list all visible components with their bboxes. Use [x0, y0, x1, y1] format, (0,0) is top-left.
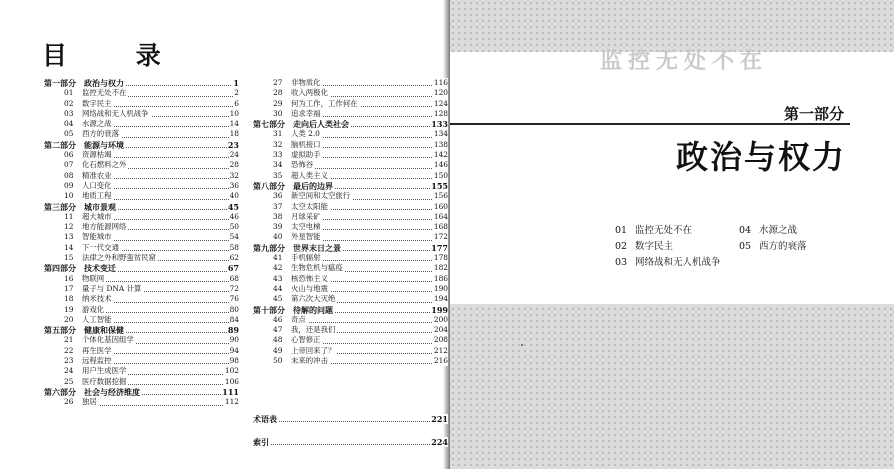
chapter-number: 23	[64, 356, 74, 366]
chapter-number: 38	[273, 211, 283, 221]
page-number: 18	[229, 129, 239, 139]
chapter-name: 地方能源网络	[82, 222, 127, 232]
toc-chapter-row[interactable]	[44, 315, 239, 325]
page-number: 1	[233, 78, 239, 88]
page-number: 80	[229, 304, 239, 314]
chapter-number: 44	[273, 283, 283, 293]
part-name: 走向后人类社会	[293, 119, 349, 130]
page-number: 156	[433, 191, 448, 201]
chapter-number: 17	[64, 283, 74, 293]
chapter-name: 月球采矿	[291, 211, 321, 221]
part-number: 第六部分	[44, 386, 76, 397]
page-number: 6	[234, 98, 239, 108]
chapter-name: 量子与 DNA 计算	[82, 283, 142, 293]
part-name: 世界末日之景	[293, 242, 341, 253]
glossary-page: 221	[431, 414, 448, 424]
toc-chapter-row[interactable]	[44, 294, 239, 304]
part-number: 第七部分	[253, 119, 285, 130]
chapter-number: 08	[64, 170, 74, 180]
page-number: 164	[433, 211, 448, 221]
chapter-number: 46	[273, 314, 283, 324]
toc-chapter-row[interactable]	[253, 274, 448, 284]
chapter-name: 精准农业	[82, 170, 112, 180]
chapter-name: 物联网	[82, 273, 105, 283]
chapter-number: 37	[273, 201, 283, 211]
chapter-name: 第六次大灭绝	[291, 294, 336, 304]
toc-column-2	[253, 78, 448, 366]
toc-chapter-row[interactable]	[44, 88, 239, 98]
toc-column-1	[44, 78, 239, 408]
chapter-name: 纳米技术	[82, 294, 112, 304]
page-number: 133	[431, 119, 448, 130]
toc-chapter-row[interactable]	[44, 232, 239, 242]
chapter-number: 07	[64, 160, 74, 170]
chapter-name: 何为工作，工作何在	[291, 98, 358, 108]
title-rule	[450, 123, 850, 125]
chapter-name: 水源之战	[82, 119, 112, 129]
page-number: 2	[234, 88, 239, 98]
toc-chapter-row[interactable]	[44, 181, 239, 191]
chapter-name: 资源枯竭	[82, 150, 112, 160]
chapter-name: 心智修正	[291, 335, 321, 345]
chapter-number: 03	[64, 108, 74, 118]
part-number: 第十部分	[253, 304, 285, 315]
chapter-number: 39	[273, 222, 283, 232]
page-number: 28	[229, 160, 239, 170]
toc-part-row[interactable]	[44, 387, 239, 397]
chapter-name: 用户生成医学	[82, 366, 127, 376]
toc-chapter-row[interactable]	[253, 212, 448, 222]
page-number: 32	[229, 170, 239, 180]
chapter-number: 15	[64, 253, 74, 263]
chapter-number: 05	[64, 129, 74, 139]
chapter-number: 02	[64, 98, 74, 108]
toc-chapter-row[interactable]	[253, 171, 448, 181]
page-number: 120	[433, 88, 448, 98]
chapter-name: 未来的冲击	[291, 356, 328, 366]
chapter-number: 16	[64, 273, 74, 283]
toc-chapter-row[interactable]	[44, 160, 239, 170]
toc-chapter-row[interactable]	[44, 335, 239, 345]
chapter-name: 超大城市	[82, 211, 112, 221]
chapter-number: 27	[273, 78, 283, 87]
chapter-entry[interactable]: 04 水源之战	[739, 225, 798, 236]
chapter-name: 个体化基因组学	[82, 335, 134, 345]
part-number: 第四部分	[44, 263, 76, 274]
toc-chapter-row[interactable]	[44, 243, 239, 253]
chapter-number: 22	[64, 345, 74, 355]
chapter-number: 48	[273, 335, 283, 345]
page-number: 199	[431, 304, 448, 315]
chapter-number: 42	[273, 263, 283, 273]
chapter-number: 10	[64, 191, 74, 201]
chapter-number: 41	[273, 253, 283, 263]
chapter-number: 01	[64, 88, 74, 98]
page-number: 62	[229, 253, 239, 263]
toc-chapter-row[interactable]	[253, 232, 448, 242]
toc-chapter-row[interactable]	[44, 119, 239, 129]
index-label: 索引	[253, 437, 269, 447]
chapter-name: 脑机接口	[291, 139, 321, 149]
part-name: 技术变迁	[84, 263, 116, 274]
toc-chapter-row[interactable]	[253, 284, 448, 294]
page-number: 116	[433, 78, 448, 87]
toc-part-row[interactable]	[253, 243, 448, 253]
toc-chapter-row[interactable]	[44, 150, 239, 160]
chapter-number: 24	[64, 366, 74, 376]
chapter-name: 下一代交通	[82, 242, 119, 252]
chapter-number: 34	[273, 160, 283, 170]
chapter-name: 人口变化	[82, 180, 112, 190]
chapter-number: 09	[64, 180, 74, 190]
page-number: 76	[229, 294, 239, 304]
toc-chapter-row[interactable]	[44, 171, 239, 181]
toc-chapter-row[interactable]	[44, 212, 239, 222]
chapter-name: 追求幸福	[291, 108, 321, 118]
toc-chapter-row[interactable]	[253, 315, 448, 325]
chapter-number: 40	[273, 232, 283, 242]
toc-chapter-row[interactable]	[253, 294, 448, 304]
chapter-number: 04	[64, 119, 74, 129]
chapter-name: 地质工程	[82, 191, 112, 201]
chapter-name: 西方的衰落	[82, 129, 119, 139]
part-name: 能源与环境	[84, 139, 124, 150]
page-number: 190	[433, 283, 448, 293]
chapter-name: 外星智能	[291, 232, 321, 242]
toc-chapter-row[interactable]	[253, 129, 448, 139]
toc-chapter-row[interactable]	[253, 78, 448, 88]
chapter-number: 29	[273, 98, 283, 108]
toc-part-row[interactable]	[44, 78, 239, 88]
page-number: 106	[224, 376, 239, 386]
chapter-number: 33	[273, 150, 283, 160]
page-number: 142	[433, 150, 448, 160]
toc-chapter-row[interactable]	[44, 346, 239, 356]
toc-chapter-row[interactable]	[253, 335, 448, 345]
chapter-name: 游戏化	[82, 304, 105, 314]
toc-chapter-row[interactable]	[44, 274, 239, 284]
chapter-name: 太空太阳能	[291, 201, 328, 211]
page-number: 40	[229, 191, 239, 201]
page-number: 177	[431, 242, 448, 253]
toc-glossary[interactable]	[253, 414, 448, 424]
page-number: 146	[433, 160, 448, 170]
part-number: 第一部分	[44, 78, 76, 88]
toc-part-row[interactable]	[44, 140, 239, 150]
part-name: 政治与权力	[84, 78, 124, 88]
toc-chapter-row[interactable]	[44, 253, 239, 263]
part-opener-page	[450, 0, 894, 469]
toc-chapter-row[interactable]	[253, 346, 448, 356]
chapter-number: 25	[64, 376, 74, 386]
page-number: 150	[433, 170, 448, 180]
page-number: 36	[229, 180, 239, 190]
toc-chapter-row[interactable]	[253, 222, 448, 232]
page-number: 208	[433, 335, 448, 345]
toc-chapter-row[interactable]	[253, 88, 448, 98]
chapter-number: 06	[64, 150, 74, 160]
toc-chapter-row[interactable]	[253, 150, 448, 160]
part-number: 第九部分	[253, 242, 285, 253]
part-name: 待解的问题	[293, 304, 333, 315]
page-number: 178	[433, 253, 448, 263]
chapter-number: 11	[64, 211, 74, 221]
chapter-number: 49	[273, 345, 283, 355]
chapter-name: 超人类主义	[291, 170, 328, 180]
page-number: 124	[433, 98, 448, 108]
page-number: 58	[229, 242, 239, 252]
part-name: 城市景观	[84, 201, 116, 212]
chapter-number: 13	[64, 232, 74, 242]
toc-chapter-row[interactable]	[253, 325, 448, 335]
part-name: 社会与经济维度	[84, 386, 140, 397]
toc-chapter-row[interactable]	[44, 356, 239, 366]
toc-chapter-row[interactable]	[44, 222, 239, 232]
part-number: 第八部分	[253, 180, 285, 191]
page-number: 102	[224, 366, 239, 376]
page-number: 14	[229, 119, 239, 129]
page-number: 94	[229, 345, 239, 355]
page-number: 23	[227, 139, 239, 150]
page-number: 212	[433, 345, 448, 355]
chapter-name: 人类 2.0	[291, 129, 320, 139]
page-number: 134	[433, 129, 448, 139]
page-number: 46	[229, 211, 239, 221]
chapter-name: 化石燃料之外	[82, 160, 127, 170]
toc-part-row[interactable]	[44, 263, 239, 273]
speck	[521, 344, 523, 346]
page-number: 50	[229, 222, 239, 232]
page-number: 90	[229, 335, 239, 345]
chapter-number: 20	[64, 314, 74, 324]
part-number: 第二部分	[44, 139, 76, 150]
toc-part-row[interactable]	[253, 305, 448, 315]
chapter-name: 医疗数据挖掘	[82, 376, 127, 386]
chapter-name: 奇点	[291, 314, 306, 324]
chapter-number: 47	[273, 325, 283, 335]
page-number: 89	[227, 325, 239, 336]
toc-chapter-row[interactable]	[253, 356, 448, 366]
chapter-name: 智能城市	[82, 232, 112, 242]
chapter-name: 监控无处不在	[82, 88, 127, 98]
page-number: 54	[229, 232, 239, 242]
page-number: 168	[433, 222, 448, 232]
chapter-number: 21	[64, 335, 74, 345]
part-number: 第五部分	[44, 325, 76, 336]
toc-chapter-row[interactable]	[253, 109, 448, 119]
index-page: 224	[431, 437, 448, 447]
page-number: 98	[229, 356, 239, 366]
toc-chapter-row[interactable]	[44, 191, 239, 201]
toc-chapter-row[interactable]	[253, 160, 448, 170]
part-title: 政治与权力	[675, 138, 846, 176]
chapter-name: 非物质化	[291, 78, 321, 87]
toc-chapter-row[interactable]	[253, 202, 448, 212]
glossary-label: 术语表	[253, 414, 277, 424]
toc-chapter-row[interactable]	[44, 129, 239, 139]
toc-chapter-row[interactable]	[44, 366, 239, 376]
chapter-entry[interactable]: 03 网络战和无人机战争	[615, 257, 721, 268]
chapter-name: 虚拟助手	[291, 150, 321, 160]
chapter-entry[interactable]: 02 数字民主	[615, 241, 674, 252]
toc-chapter-row[interactable]	[44, 377, 239, 387]
toc-chapter-row[interactable]	[253, 99, 448, 109]
toc-part-row[interactable]	[253, 119, 448, 129]
toc-chapter-row[interactable]	[253, 253, 448, 263]
toc-title: 目 录	[42, 41, 191, 70]
chapter-name: 收入两极化	[291, 88, 328, 98]
page-number: 216	[433, 356, 448, 366]
chapter-name: 新空间和太空旅行	[291, 191, 351, 201]
chapter-name: 恐怖谷	[291, 160, 314, 170]
page-number: 67	[227, 263, 239, 274]
chapter-name: 上帝回来了？	[291, 345, 336, 355]
page-number: 204	[433, 325, 448, 335]
chapter-name: 太空电梯	[291, 222, 321, 232]
chapter-name: 再生医学	[82, 345, 112, 355]
part-number: 第三部分	[44, 201, 76, 212]
chapter-name: 生物危机与瘟疫	[291, 263, 343, 273]
toc-part-row[interactable]	[44, 202, 239, 212]
toc-chapter-row[interactable]	[253, 140, 448, 150]
chapter-number: 32	[273, 139, 283, 149]
chapter-number: 28	[273, 88, 283, 98]
page-number: 128	[433, 108, 448, 118]
page-number: 186	[433, 273, 448, 283]
chapter-number: 36	[273, 191, 283, 201]
page-number: 111	[222, 386, 239, 397]
toc-chapter-row[interactable]	[44, 109, 239, 119]
toc-chapter-row[interactable]	[44, 305, 239, 315]
toc-part-row[interactable]	[253, 181, 448, 191]
chapter-number: 30	[273, 108, 283, 118]
page-number: 160	[433, 201, 448, 211]
watermark-text: 监控无处不在	[600, 49, 769, 74]
chapter-name: 手机辐射	[291, 253, 321, 263]
part-label: 第一部分	[783, 105, 844, 123]
chapter-name: 核恐怖主义	[291, 273, 328, 283]
toc-part-row[interactable]	[44, 325, 239, 335]
toc-chapter-row[interactable]	[253, 191, 448, 201]
chapter-name: 网络战和无人机战争	[82, 108, 149, 118]
chapter-number: 43	[273, 273, 283, 283]
page-number: 138	[433, 139, 448, 149]
page-number: 10	[229, 108, 239, 118]
chapter-name: 火山与地震	[291, 283, 328, 293]
chapter-name: 远程监控	[82, 356, 112, 366]
chapter-number: 50	[273, 356, 283, 366]
chapter-name: 法律之外和野蛮贫民窟	[82, 253, 156, 263]
chapter-number: 31	[273, 129, 283, 139]
toc-chapter-row[interactable]	[44, 397, 239, 407]
page-number: 155	[431, 180, 448, 191]
chapter-name: 独居	[82, 397, 97, 407]
chapter-name: 我，还是我们	[291, 325, 336, 335]
page-number: 182	[433, 263, 448, 273]
part-name: 健康和保健	[84, 325, 124, 336]
chapter-number: 26	[64, 397, 74, 407]
toc-chapter-row[interactable]	[253, 263, 448, 273]
page-number: 45	[227, 201, 239, 212]
chapter-number: 45	[273, 294, 283, 304]
page-number: 68	[229, 273, 239, 283]
chapter-number: 35	[273, 170, 283, 180]
chapter-number: 14	[64, 242, 74, 252]
toc-chapter-row[interactable]	[44, 284, 239, 294]
toc-index[interactable]	[253, 437, 448, 447]
page-number: 112	[224, 397, 239, 407]
page-number: 194	[433, 294, 448, 304]
chapter-name: 人工智能	[82, 314, 112, 324]
page-number: 84	[229, 314, 239, 324]
page-number: 72	[229, 283, 239, 293]
part-name: 最后的边界	[293, 180, 333, 191]
chapter-name: 数字民主	[82, 98, 112, 108]
page-number: 24	[229, 150, 239, 160]
page-number: 200	[433, 314, 448, 324]
chapter-number: 19	[64, 304, 74, 314]
chapter-number: 18	[64, 294, 74, 304]
chapter-number: 12	[64, 222, 74, 232]
chapter-entry[interactable]: 05 西方的衰落	[739, 241, 807, 252]
page-number: 172	[433, 232, 448, 242]
toc-chapter-row[interactable]	[44, 99, 239, 109]
chapter-entry[interactable]: 01 监控无处不在	[615, 225, 693, 236]
